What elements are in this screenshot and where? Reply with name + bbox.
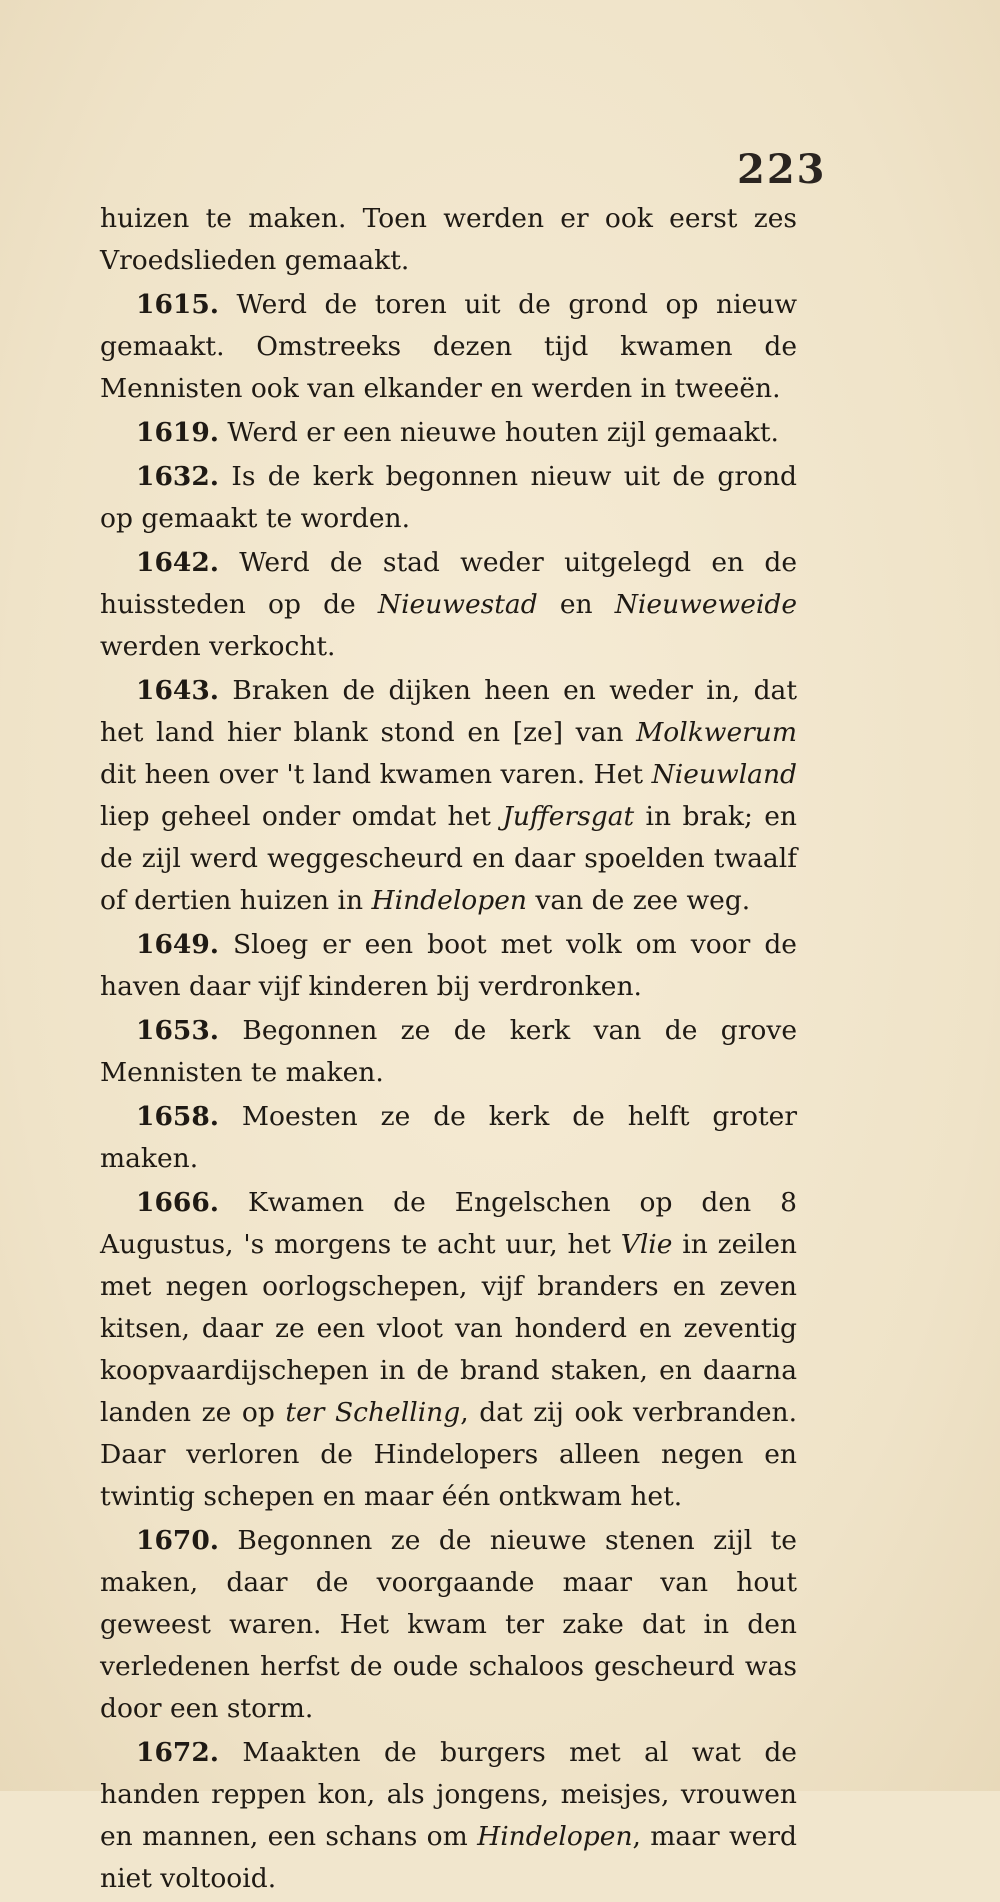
- entry-text: Is de kerk begonnen nieuw uit de grond op gemaakt te worden.: [100, 461, 797, 534]
- place-name: Vlie: [620, 1229, 673, 1260]
- entry-text: Werd de stad weder uitgelegd en de huissteden op de: [100, 547, 797, 620]
- continuation-paragraph: huizen te maken. Toen werden er ook eerst zes Vroedslieden gemaakt.: [100, 203, 797, 276]
- entry-text: van de zee weg.: [526, 885, 751, 916]
- chronicle-entry: [100, 456, 797, 540]
- place-name: Hindelopen: [371, 885, 527, 916]
- entry-text: Maakten de burgers met al wat de handen reppen kon, als jongens, meisjes, vrouwen en mannen, een schans om: [100, 1737, 797, 1852]
- page-body: [100, 198, 797, 1902]
- entry-year: 1632.: [136, 461, 219, 492]
- entry-year: 1666.: [136, 1187, 219, 1218]
- place-name: Hindelopen: [477, 1821, 633, 1852]
- chronicle-entry: [100, 1732, 797, 1900]
- entry-year: 1615.: [136, 289, 219, 320]
- chronicle-entry: [100, 1096, 797, 1180]
- place-name: Molkwerum: [636, 717, 797, 748]
- entry-text: in brak; en de zijl werd weggescheurd en daar spoelden twaalf of dertien huizen in: [100, 801, 798, 916]
- chronicle-entry: [100, 542, 797, 668]
- entry-text: in zeilen met negen oorlogschepen, vijf branders en zeven kitsen, daar ze een vloot van honderd en zeventig koopvaardijschepen in de brand staken, en daarna landen ze op: [100, 1229, 798, 1428]
- entry-year: 1670.: [136, 1525, 219, 1556]
- chronicle-entry: [100, 412, 797, 454]
- place-name: ter Schelling: [285, 1397, 461, 1428]
- entry-text: dit heen over 't land kwamen varen. Het: [100, 759, 652, 790]
- chronicle-entry: [100, 924, 797, 1008]
- entry-year: 1653.: [136, 1015, 219, 1046]
- entry-text: , maar werd niet voltooid.: [100, 1821, 797, 1894]
- entry-text: , dat zij ook verbranden. Daar verloren de Hindelopers alleen negen en twintig schepen en maar één ontkwam het.: [100, 1397, 797, 1512]
- entry-year: 1619.: [136, 417, 219, 448]
- entry-text: en: [537, 589, 615, 620]
- entry-text: werden verkocht.: [100, 631, 336, 662]
- place-name: Nieuwestad: [377, 589, 538, 620]
- entry-text: Begonnen ze de nieuwe stenen zijl te maken, daar de voorgaande maar van hout geweest waren. Het kwam ter zake dat in den verledenen herfst de oude schaloos gescheurd was door een storm.: [100, 1525, 797, 1724]
- page-number: 223: [737, 146, 827, 193]
- chronicle-entries: [100, 284, 797, 1900]
- chronicle-entry: [100, 284, 797, 410]
- entry-year: 1672.: [136, 1737, 219, 1768]
- chronicle-entry: [100, 1520, 797, 1730]
- entry-text: Werd de toren uit de grond op nieuw gemaakt. Omstreeks dezen tijd kwamen de Mennisten ook van elkander en werden in tweeën.: [100, 289, 797, 404]
- entry-text: Werd er een nieuwe houten zijl gemaakt.: [218, 417, 779, 448]
- entry-text: Braken de dijken heen en weder in, dat het land hier blank stond en [ze] van: [100, 675, 797, 748]
- place-name: Nieuweweide: [614, 589, 797, 620]
- entry-year: 1642.: [136, 547, 219, 578]
- chronicle-entry: [100, 670, 797, 922]
- entry-year: 1643.: [136, 675, 219, 706]
- entry-text: Kwamen de Engelschen op den 8 Augustus, 's morgens te acht uur, het: [100, 1187, 797, 1260]
- entry-text: Sloeg er een boot met volk om voor de haven daar vijf kinderen bij verdronken.: [100, 929, 797, 1002]
- entry-year: 1658.: [136, 1101, 219, 1132]
- place-name: Nieuwland: [651, 759, 797, 790]
- place-name: Juffersgat: [502, 801, 635, 832]
- entry-year: 1649.: [136, 929, 219, 960]
- entry-text: liep geheel onder omdat het: [100, 801, 503, 832]
- entry-text: Moesten ze de kerk de helft groter maken.: [100, 1101, 797, 1174]
- chronicle-entry: [100, 1010, 797, 1094]
- chronicle-entry: [100, 1182, 797, 1518]
- entry-text: Begonnen ze de kerk van de grove Mennisten te maken.: [100, 1015, 797, 1088]
